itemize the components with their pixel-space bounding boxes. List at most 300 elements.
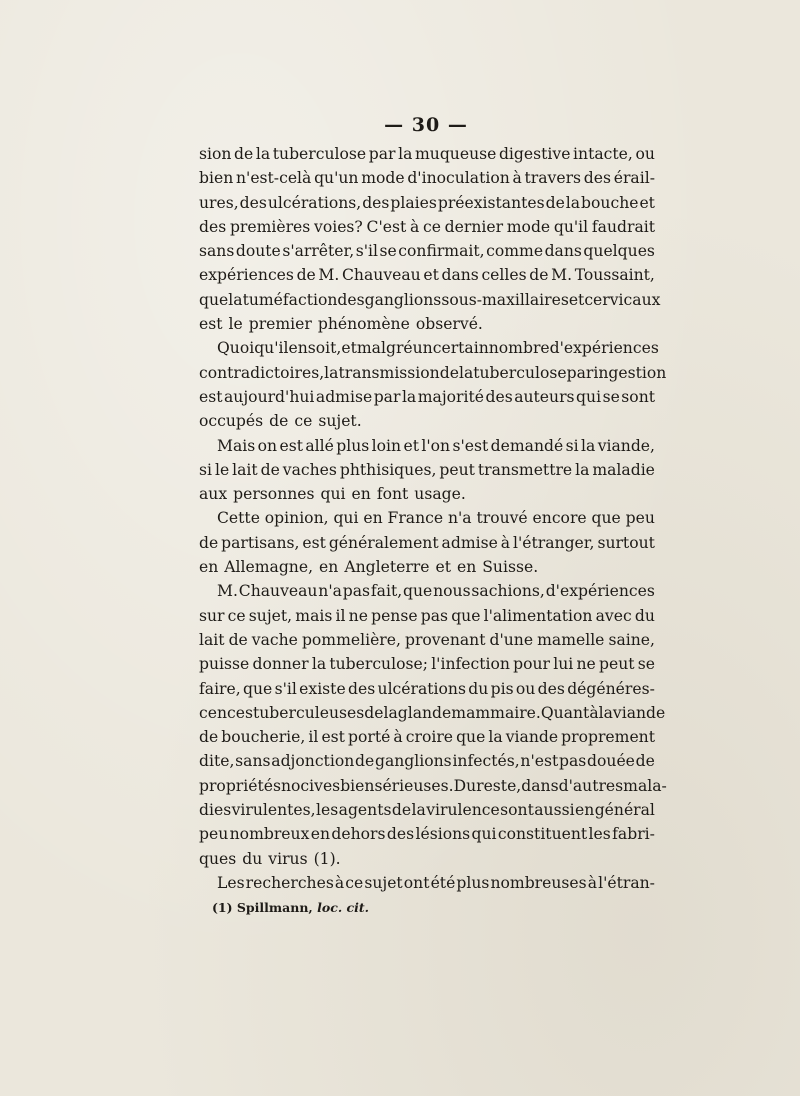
word: peut (598, 655, 635, 674)
word: comme (486, 242, 544, 261)
word: provenant (404, 630, 486, 649)
word: ingestion (593, 363, 667, 382)
word: lésions (415, 825, 471, 844)
word: de (296, 266, 316, 285)
word: en (351, 485, 371, 504)
text-line (199, 701, 666, 725)
word: nombreux (229, 825, 310, 844)
text-line (199, 434, 655, 458)
word: ne (576, 655, 596, 674)
word: le (214, 460, 230, 479)
word: généralement (328, 533, 439, 552)
word: ne (348, 606, 368, 625)
word: de (234, 145, 254, 163)
word: l'étranger, (513, 533, 595, 552)
word: dans (521, 776, 559, 795)
word: sont (621, 387, 655, 406)
word: de (228, 630, 248, 649)
word: Suisse. (482, 558, 539, 577)
word: mode (361, 169, 405, 188)
word: aujourd'hui (224, 387, 315, 406)
word: France (387, 509, 444, 528)
word: doute (235, 242, 281, 261)
word: nombre (488, 339, 550, 358)
word: les (588, 825, 611, 844)
text-line (199, 191, 655, 215)
word: des (199, 217, 227, 236)
word: à (587, 873, 598, 892)
word: sachions, (471, 582, 545, 601)
text-line (199, 385, 655, 409)
word: dies (199, 801, 232, 820)
word: occupés (199, 412, 264, 431)
text-line (199, 774, 667, 798)
word: fabri- (612, 825, 655, 844)
text-line (199, 482, 655, 506)
word: que (451, 606, 481, 625)
word: général (594, 801, 655, 820)
word: donner (252, 655, 309, 674)
word: mala- (623, 776, 667, 795)
word: intacte, (573, 145, 633, 163)
text-line (199, 361, 667, 385)
word: quelques (583, 242, 655, 261)
word: sans (199, 242, 235, 261)
word: sujet, (248, 606, 293, 625)
text-line (199, 166, 655, 190)
word: digestive (498, 145, 571, 163)
word: malgré (356, 339, 413, 358)
word: se (637, 655, 655, 674)
word: en (199, 558, 219, 577)
word: n'est (520, 752, 559, 771)
word: qui (320, 485, 346, 504)
text-line (199, 458, 655, 482)
word: est (199, 315, 223, 334)
word: l'infection (431, 655, 510, 674)
word: se (379, 242, 397, 261)
word: cences (199, 703, 253, 722)
word: mamelle (537, 630, 605, 649)
word: partisans, (221, 533, 300, 552)
text-line (199, 263, 655, 287)
page-number: — 30 — (384, 114, 468, 136)
word: allé (305, 436, 334, 455)
text-line (199, 555, 655, 579)
word: encore (532, 509, 587, 528)
word: Toussaint, (574, 266, 655, 285)
word: d'expériences (545, 582, 655, 601)
word: ou (515, 679, 536, 698)
word: des (386, 825, 415, 844)
word: trouvé (476, 509, 528, 528)
word: dernier (444, 217, 504, 236)
word: en (575, 801, 595, 820)
word: lui (553, 655, 574, 674)
word: il (308, 728, 319, 747)
word: ulcérations (377, 679, 466, 698)
word: surtout (597, 533, 655, 552)
word: et (341, 339, 357, 358)
word: certain (432, 339, 489, 358)
word: de (545, 193, 565, 212)
text-line (199, 409, 655, 433)
word: reste, (476, 776, 522, 795)
word: le (228, 315, 243, 334)
text-line (199, 336, 659, 360)
text-line (199, 142, 655, 166)
word: lait (199, 630, 225, 649)
word: que (403, 582, 433, 601)
word: à (334, 873, 345, 892)
word: la (228, 290, 243, 309)
word: des (348, 679, 376, 698)
word: qui (576, 387, 602, 406)
word: se (602, 387, 620, 406)
word: en (456, 558, 477, 577)
word: usage. (414, 485, 466, 504)
word: à (393, 728, 403, 747)
word: Quant (540, 703, 590, 722)
word: contradictoires, (199, 363, 325, 382)
word: sujet. (318, 412, 362, 431)
word: s'il (274, 679, 297, 698)
word: agents (338, 801, 392, 820)
word: Cette (217, 509, 260, 528)
word: dégénéres- (567, 679, 655, 698)
word: virus (268, 849, 308, 868)
word: mammaire. (451, 703, 541, 722)
word: sont (500, 801, 534, 820)
word: la (488, 728, 503, 747)
word: est (199, 387, 223, 406)
word: pas (420, 606, 449, 625)
word: est (321, 728, 345, 747)
text-line (199, 506, 655, 530)
word: vaches (282, 460, 337, 479)
word: M. (217, 582, 238, 601)
word: Angleterre (344, 558, 430, 577)
word: sérieuses. (374, 776, 454, 795)
word: des (583, 169, 611, 188)
word: d'autres (558, 776, 624, 795)
word: la (581, 436, 596, 455)
word: adjonction (271, 752, 355, 771)
word: d'inoculation (407, 169, 510, 188)
word: tuberculeuses (252, 703, 365, 722)
word: de (199, 533, 219, 552)
word: à (409, 217, 420, 236)
word: existe (299, 679, 346, 698)
word: bien (340, 776, 375, 795)
word: dehors (331, 825, 386, 844)
word: mais (295, 606, 333, 625)
word: nous (433, 582, 471, 601)
word: par (373, 387, 401, 406)
word: admise (315, 387, 373, 406)
word: cervicaux (584, 290, 661, 309)
word: s'arrêter, (282, 242, 355, 261)
word: qu'un (314, 169, 359, 188)
word: si (565, 436, 579, 455)
word: tuberculose (272, 145, 367, 163)
word: Chauveau (238, 582, 318, 601)
word: confirmait, (398, 242, 485, 261)
word: la (311, 655, 327, 674)
word: premier (248, 315, 312, 334)
word: et (403, 436, 419, 455)
word: Chauveau (342, 266, 421, 285)
word: saine, (608, 630, 655, 649)
word: porté (348, 728, 391, 747)
word: de (529, 266, 549, 285)
word: aux (199, 485, 228, 504)
word: la (398, 145, 413, 163)
word: est (302, 533, 326, 552)
word: personnes (233, 485, 315, 504)
word: boucherie, (221, 728, 306, 747)
word: muqueuse (414, 145, 497, 163)
word: puisse (199, 655, 250, 674)
word: que (456, 728, 486, 747)
word: à (500, 533, 511, 552)
text-line (199, 871, 655, 895)
word: plus (336, 436, 370, 455)
word: dite, (199, 752, 235, 771)
text-line (199, 749, 655, 773)
word: (1). (313, 849, 341, 868)
word: que (243, 679, 273, 698)
word: opinion, (264, 509, 329, 528)
text-line (199, 847, 655, 871)
word: de (355, 752, 375, 771)
word: virulence (426, 801, 500, 820)
word: font (376, 485, 409, 504)
word: la (411, 801, 426, 820)
footnote-marker: (1) (212, 900, 233, 915)
word: recherches (245, 873, 334, 892)
word: des (485, 387, 513, 406)
body-text (199, 142, 667, 895)
word: C'est (366, 217, 407, 236)
word: Les (217, 873, 245, 892)
word: sans (235, 752, 271, 771)
word: de (391, 801, 412, 820)
word: ou (635, 145, 655, 163)
text-line (199, 531, 655, 555)
text-line (199, 288, 661, 312)
word: l'étran- (598, 873, 655, 892)
word: ont (403, 873, 430, 892)
word: la (255, 145, 271, 163)
footnote-reference: loc. cit. (317, 900, 370, 915)
word: qu'il (553, 217, 589, 236)
word: glande (397, 703, 452, 722)
word: propriétés (199, 776, 281, 795)
word: ce (345, 873, 364, 892)
text-line (199, 628, 655, 652)
word: pour (513, 655, 551, 674)
word: M. (551, 266, 573, 285)
word: vache (251, 630, 298, 649)
word: on (257, 436, 278, 455)
word: des (337, 290, 365, 309)
word: tuméfaction (242, 290, 338, 309)
word: pas (342, 582, 371, 601)
word: Quoiqu'il (217, 339, 289, 358)
word: avec (595, 606, 632, 625)
word: faire, (199, 679, 241, 698)
word: celles (481, 266, 527, 285)
word: en (310, 825, 331, 844)
word: fait, (370, 582, 403, 601)
word: aussi (534, 801, 575, 820)
word: tuberculose (473, 363, 567, 382)
word: de (439, 363, 459, 382)
text-line (199, 652, 655, 676)
word: par (566, 363, 594, 382)
word: à (512, 169, 522, 188)
word: la (565, 193, 581, 212)
word: Mais (217, 436, 256, 455)
word: travers (524, 169, 582, 188)
text-line (199, 725, 655, 749)
word: érail- (613, 169, 655, 188)
word: infectés, (452, 752, 520, 771)
word: préexistantes (437, 193, 545, 212)
word: nombreuses (490, 873, 587, 892)
text-line (199, 579, 655, 603)
word: d'expériences (549, 339, 659, 358)
word: auteurs (514, 387, 575, 406)
word: de (635, 752, 655, 771)
word: maladie (592, 460, 655, 479)
word: majorité (417, 387, 484, 406)
word: viande (505, 728, 559, 747)
word: en (288, 339, 308, 358)
word: observé. (415, 315, 483, 334)
text-line (199, 239, 655, 263)
word: douée (587, 752, 635, 771)
word: les (316, 801, 339, 820)
word: loin (371, 436, 402, 455)
word: pis (490, 679, 514, 698)
word: du (242, 849, 263, 868)
word: soit, (307, 339, 342, 358)
word: la (575, 460, 590, 479)
text-line (199, 604, 655, 628)
word: virulentes, (231, 801, 316, 820)
word: l'alimentation (483, 606, 593, 625)
word: de (364, 703, 384, 722)
word: et (423, 266, 439, 285)
word: ques (199, 849, 237, 868)
word: ganglions (374, 752, 452, 771)
word: n'a (447, 509, 472, 528)
word: du (468, 679, 489, 698)
word: ce (422, 217, 441, 236)
word: peu (199, 825, 229, 844)
word: viande (612, 703, 666, 722)
word: phthisiques, (339, 460, 437, 479)
word: que (199, 290, 229, 309)
word: que (591, 509, 621, 528)
word: des (537, 679, 565, 698)
word: il (335, 606, 346, 625)
word: est (279, 436, 303, 455)
text-line (199, 822, 655, 846)
word: de (269, 412, 289, 431)
word: viande, (597, 436, 655, 455)
word: qui (471, 825, 497, 844)
word: tuberculose; (329, 655, 428, 674)
word: croire (405, 728, 453, 747)
word: de (260, 460, 280, 479)
word: ganglions (364, 290, 442, 309)
text-line (199, 798, 655, 822)
word: plus (456, 873, 490, 892)
word: Allemagne, (224, 558, 314, 577)
word: été (430, 873, 456, 892)
word: et (435, 558, 451, 577)
word: des (239, 193, 267, 212)
word: dans (441, 266, 479, 285)
word: s'il (355, 242, 379, 261)
word: la (458, 363, 474, 382)
word: sion (199, 145, 232, 163)
word: la (383, 703, 398, 722)
word: pommelière, (301, 630, 401, 649)
word: phénomène (317, 315, 410, 334)
word: Du (453, 776, 477, 795)
word: ce (227, 606, 246, 625)
word: ures, (199, 193, 239, 212)
word: demandé (490, 436, 564, 455)
word: mode (506, 217, 551, 236)
word: la (401, 387, 417, 406)
word: lait (232, 460, 258, 479)
word: dans (544, 242, 582, 261)
word: pas (558, 752, 587, 771)
word: la (598, 703, 613, 722)
word: n'a (318, 582, 342, 601)
footnote (212, 900, 369, 915)
word: la (324, 363, 339, 382)
word: n'est-celà (235, 169, 312, 188)
word: bien (199, 169, 234, 188)
word: un (412, 339, 433, 358)
word: pense (371, 606, 418, 625)
word: et (568, 290, 585, 309)
word: du (634, 606, 655, 625)
word: ulcérations, (267, 193, 362, 212)
word: à (589, 703, 599, 722)
word: constituent (497, 825, 588, 844)
word: faudrait (591, 217, 655, 236)
word: l'on (421, 436, 451, 455)
text-line (199, 215, 655, 239)
word: ce (294, 412, 313, 431)
word: des (362, 193, 390, 212)
word: nocives (280, 776, 341, 795)
word: admise (441, 533, 498, 552)
word: d'une (489, 630, 534, 649)
word: qui (333, 509, 359, 528)
word: sur (199, 606, 225, 625)
word: bouche (581, 193, 639, 212)
text-line (199, 312, 655, 336)
word: expériences (199, 266, 294, 285)
